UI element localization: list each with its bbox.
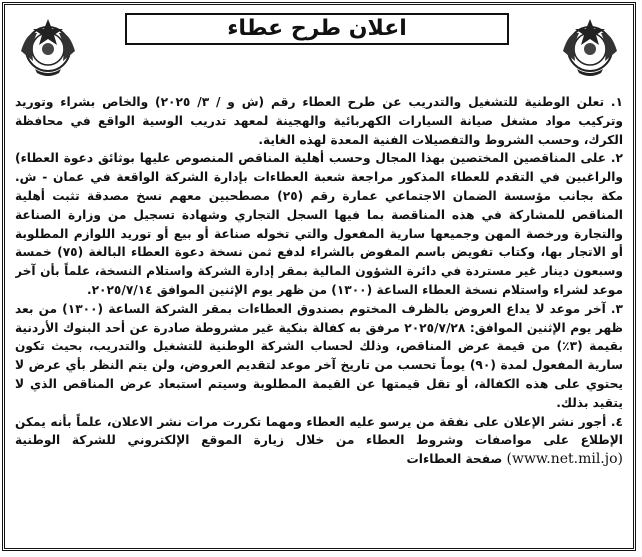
website-link[interactable]: (www.net.mil.jo) [506,451,623,468]
armed-forces-emblem-icon [13,11,83,81]
paragraph-4 [15,413,623,469]
paragraph-4-text: ٤. أجور نشر الإعلان على نفقة من يرسو عليه العطاء ومهما تكررت مرات نشر الاعلان، علماً بأنه يمكن الإطلاع على مواصفات وشروط العطاء من خلال زيارة الموقع الإلكتروني للشركة الوطنية [15,414,623,448]
armed-forces-emblem-icon [555,11,625,81]
title-box [125,13,509,45]
paragraph-2: ٢. على المناقصين المختصين بهذا المجال وحسب أهلية المناقص المنصوص عليها بوثائق دعوة العطاء) والراغبين في التقدم للعطاء المذكور مراجعة شعبة العطاءات بإدارة الشركة الواقعة في عمان - ش. مكة بجانب مؤسسة الضمان الاجتماعي عمارة رقم (٢٥) مصطحبين معهم نسخ مصدقة تثبت أهلية المناقص للمشاركة في هذه المناقصة بما فيها السجل التجاري وشهادة تسجيل من وزارة الصناعة والتجارة ورخصة المهن وجميعها سارية المفعول والتي تخوله صناعة أو بيع أو توريد اللوازم المطلوبة أو الاتجار بها، وكتاب تفويض باسم المفوض بالشراء لدفع ثمن نسخة دعوة العطاء البالغة (٧٥) خمسة وسبعون دينار غير مستردة في دائرة الشؤون المالية بمقر إدارة الشركة واستلام النسخة، علماً بأن آخر موعد لشراء واستلام نسخة العطاء الساعة (١٣٠٠) من ظهر يوم الإثنين الموافق ٢٠٢٥/٧/١٤. [15,151,623,297]
announcement-header [5,5,633,89]
page-title: اعلان طرح عطاء [227,16,407,41]
paragraph-3: ٣. آخر موعد لا يداع العروض بالظرف المختوم بصندوق العطاءات بمقر الشركة الساعة (١٣٠٠) من بعد ظهر يوم الإثنين الموافق: ٢٠٢٥/٧/٢٨ مرفق به كفالة بنكية غير مشروطة صادرة عن أحد البنوك الأردنية بقيمة (٣٪) من قيمة عرض المناقص، وذلك لحساب الشركة الوطنية للتشغيل والتدريب، بحيث تكون سارية المفعول لمدة (٩٠) يوماً تحسب من تاريخ آخر موعد لتقديم العروض، ولن يتم النظر بأي عرض لا يحتوي على هذه الكفالة، أو تقل قيمتها عن القيمة المطلوبة وسيتم استبعاد عرض المناقص الذي لا يتقيد بذلك. [15,301,623,410]
announcement-frame [2,2,636,551]
paragraph-1: ١. تعلن الوطنية للتشغيل والتدريب عن طرح العطاء رقم (ش و / ٣/ ٢٠٢٥) والخاص بشراء وتوريد وتركيب مواد مشغل صيانة السيارات الكهربائية والهجينة لمعهد تدريب الوسية الواقع في محافظة الكرك، وحسب الشروط والتفصيلات الفنية المعدة لهذه الغاية. [15,95,623,147]
paragraph-4-tail: صفحة العطاءات [406,452,503,467]
announcement-body [15,93,623,542]
